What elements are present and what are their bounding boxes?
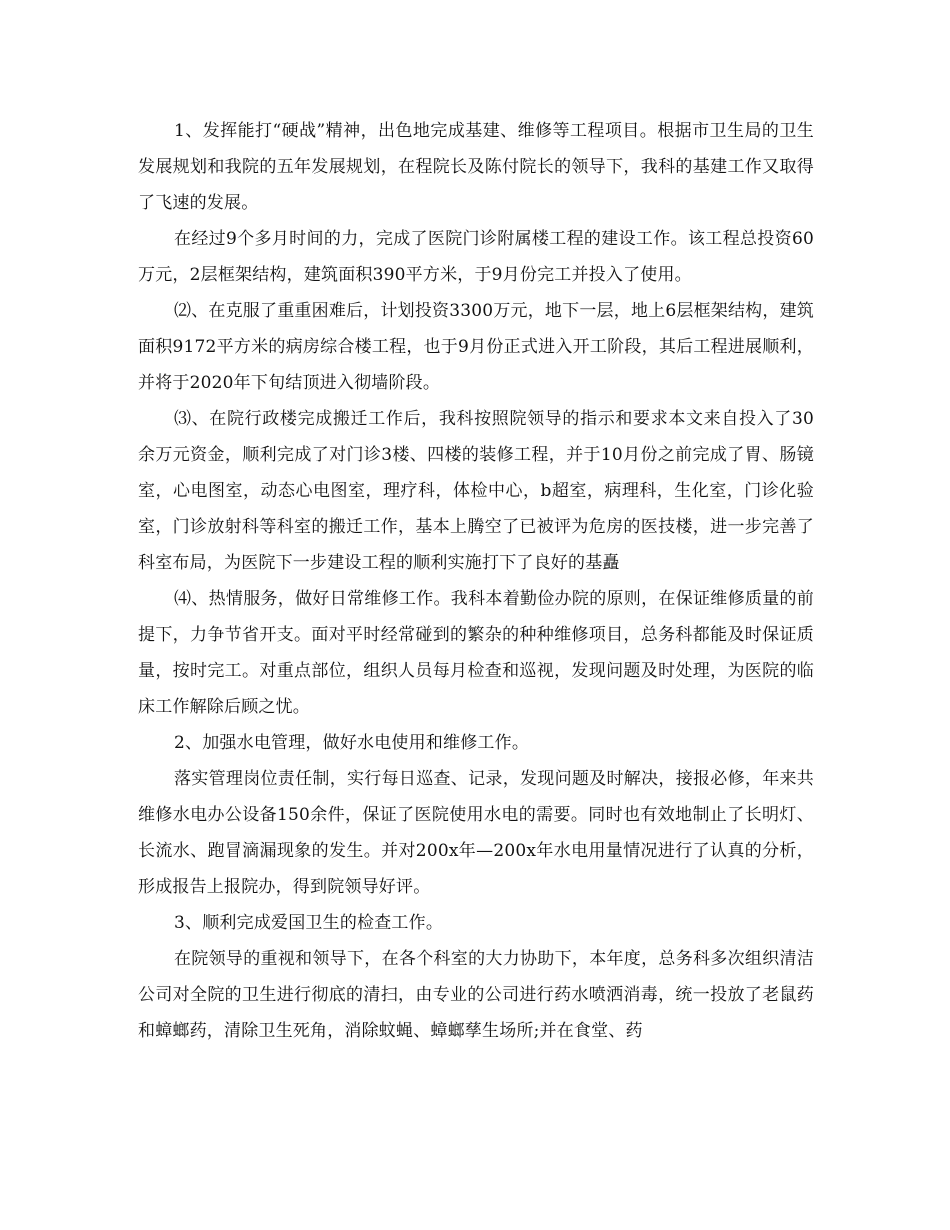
paragraph-2: 在经过9个多月时间的力，完成了医院门诊附属楼工程的建设工作。该工程总投资60万元，2层框架结构，建筑面积390平方米，于9月份完工并投入了使用。 bbox=[138, 229, 814, 285]
paragraph-9: 在院领导的重视和领导下，在各个科室的大力协助下，本年度，总务科多次组织清洁公司对全院的卫生进行彻底的清扫，由专业的公司进行药水喷洒消毒，统一投放了老鼠药和蟑螂药，清除卫生死角，消除蚊蝇、蟑螂孳生场所;并在食堂、药 bbox=[138, 949, 814, 1041]
paragraph-8: 3、顺利完成爱国卫生的检查工作。 bbox=[174, 913, 444, 933]
paragraph-4: ⑶、在院行政楼完成搬迁工作后，我科按照院领导的指示和要求本文来自投入了30余万元资金，顺利完成了对门诊3楼、四楼的装修工程，并于10月份之前完成了胃、肠镜室，心电图室，动态心电图室，理疗科，体检中心，b超室，病理科，生化室，门诊化验室，门诊放射科等科室的搬迁工作，基本上腾空了已被评为危房的医技楼，进一步完善了科室布局，为医院下一步建设工程的顺利实施打下了良好的基矗 bbox=[138, 409, 814, 573]
paragraph-6: 2、加强水电管理，做好水电使用和维修工作。 bbox=[174, 733, 530, 753]
paragraph-5: ⑷、热情服务，做好日常维修工作。我科本着勤俭办院的原则，在保证维修质量的前提下，力争节省开支。面对平时经常碰到的繁杂的种种维修项目，总务科都能及时保证质量，按时完工。对重点部位，组织人员每月检查和巡视，发现问题及时处理，为医院的临床工作解除后顾之忧。 bbox=[138, 589, 814, 717]
document-body bbox=[138, 113, 814, 1049]
paragraph-7: 落实管理岗位责任制，实行每日巡查、记录，发现问题及时解决，接报必修，年来共维修水电办公设备150余件，保证了医院使用水电的需要。同时也有效地制止了长明灯、长流水、跑冒滴漏现象的发生。并对200x年—200x年水电用量情况进行了认真的分析，形成报告上报院办，得到院领导好评。 bbox=[138, 769, 814, 897]
paragraph-1: 1、发挥能打“硬战”精神，出色地完成基建、维修等工程项目。根据市卫生局的卫生发展规划和我院的五年发展规划，在程院长及陈付院长的领导下，我科的基建工作又取得了飞速的发展。 bbox=[138, 121, 814, 213]
paragraph-3: ⑵、在克服了重重困难后，计划投资3300万元，地下一层，地上6层框架结构，建筑面积9172平方米的病房综合楼工程，也于9月份正式进入开工阶段，其后工程进展顺利，并将于2020年下旬结顶进入彻墙阶段。 bbox=[138, 301, 814, 393]
